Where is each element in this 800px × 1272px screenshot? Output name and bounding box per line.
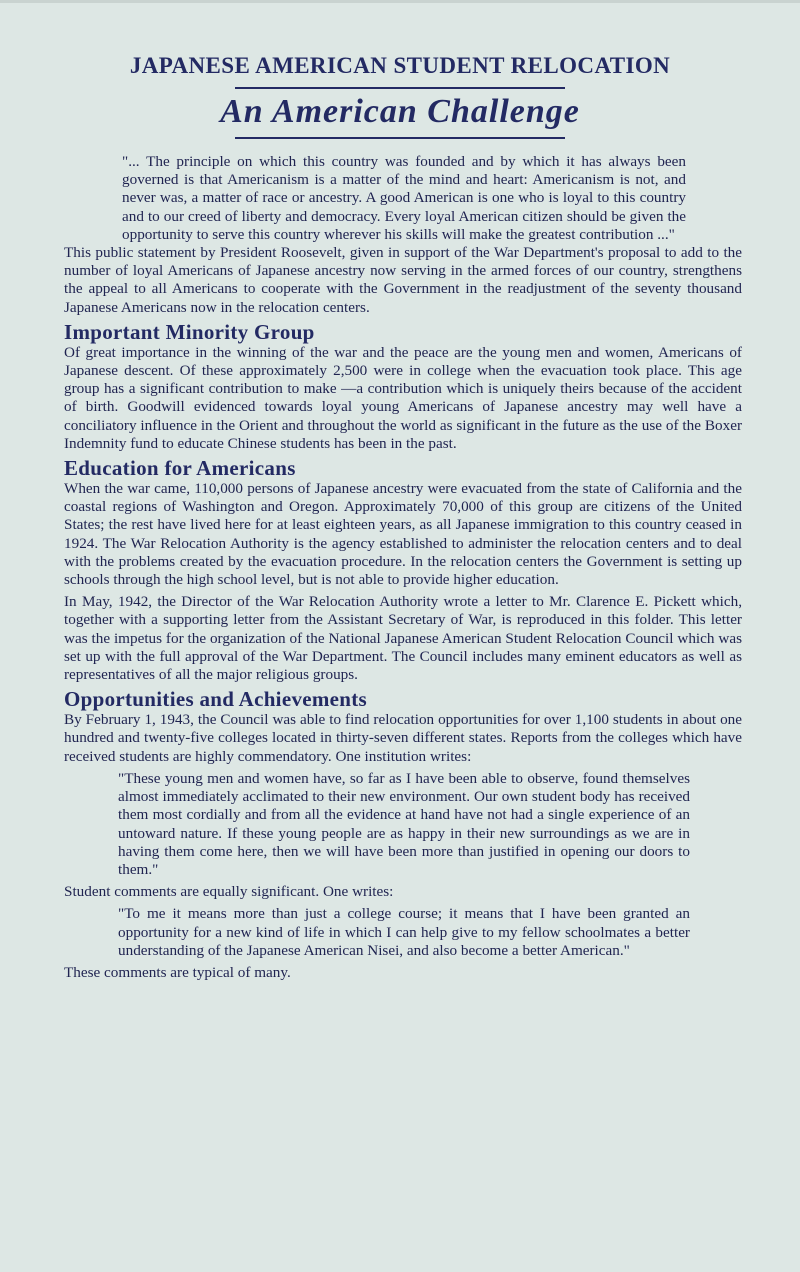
education-paragraph-2: In May, 1942, the Director of the War Relocation Authority wrote a letter to Mr. Clarence E. Pickett which, together with a supporting letter from the Assistant Secretary of War, is reproduced in this folder. This letter was the impetus for the organization of the National Japanese American Student Relocation Council which was set up with the full approval of the War Department. The Council includes many eminent educators as well as representatives of all the major religious groups.	[64, 593, 742, 684]
title-rule-bottom	[235, 137, 565, 139]
student-quote: "To me it means more than just a college course; it means that I have been granted an opportunity for a new kind of life in which I can help give to my fellow schoolmates a better understanding of the Japanese American Nisei, and also become a better American."	[118, 905, 690, 959]
document-title: An American Challenge	[220, 93, 580, 130]
document-kicker: JAPANESE AMERICAN STUDENT RELOCATION	[129, 53, 671, 78]
closing-line: These comments are typical of many.	[64, 963, 291, 981]
title-rule-top	[235, 87, 565, 89]
institution-quote: "These young men and women have, so far as I have been able to observe, found themselves almost immediately acclimated to their new environment. Our own student body has received them most cordially and from all the evidence at hand have not had a single experience of an untoward nature. If these young people are as happy in their new surroundings as we are in having them come here, then we will have been more than justified in opening our doors to them."	[118, 769, 690, 878]
minority-paragraph: Of great importance in the winning of the war and the peace are the young men and women, Americans of Japanese descent. Of these approximately 2,500 were in college when the evacuation took place. This age group has a significant contribution to make —a contribution which is uniquely theirs because of the accident of birth. Goodwill evidenced towards loyal young Americans of Japanese ancestry may well have a conciliatory influence in the Orient and throughout the world as significant in the future as the use of the Boxer Indemnity fund to educate Chinese students has been in the past.	[64, 343, 742, 452]
section-heading-minority: Important Minority Group	[64, 319, 315, 344]
section-heading-opportunities: Opportunities and Achievements	[64, 687, 368, 712]
opportunities-paragraph-1: By February 1, 1943, the Council was able to find relocation opportunities for over 1,100 students in about one hundred and twenty-five colleges located in thirty-seven different states. Reports from the colleges which have received students are highly commendatory. One institution writes:	[64, 711, 742, 765]
document-body	[64, 153, 742, 982]
roosevelt-quote: "... The principle on which this country was founded and by which it has always been governed is that Americanism is a matter of the mind and heart: Americanism is not, and never was, a matter of race or ancestry. A good American is one who is loyal to this country and to our creed of liberty and democracy. Every loyal American citizen should be given the opportunity to serve this country wherever his skills will make the greatest contribution ..."	[122, 153, 686, 243]
section-heading-education: Education for Americans	[64, 456, 296, 481]
opportunities-paragraph-2: Student comments are equally significant. One writes:	[64, 883, 394, 901]
education-paragraph-1: When the war came, 110,000 persons of Japanese ancestry were evacuated from the state of California and the coastal regions of Washington and Oregon. Approximately 70,000 of this group are citizens of the United States; the rest have lived here for at least eighteen years, as all Japanese immigration to this country ceased in 1924. The War Relocation Authority is the agency established to administer the relocation centers and to deal with the problems created by the evacuation procedure. In the relocation centers the Government is setting up schools through the high school level, but is not able to provide higher education.	[64, 480, 742, 589]
intro-paragraph: This public statement by President Roosevelt, given in support of the War Department's proposal to add to the number of loyal Americans of Japanese ancestry now serving in the armed forces of our country, strengthens the appeal to all Americans to cooperate with the Government in the readjustment of the seventy thousand Japanese Americans now in the relocation centers.	[64, 244, 742, 316]
masthead	[0, 51, 800, 139]
